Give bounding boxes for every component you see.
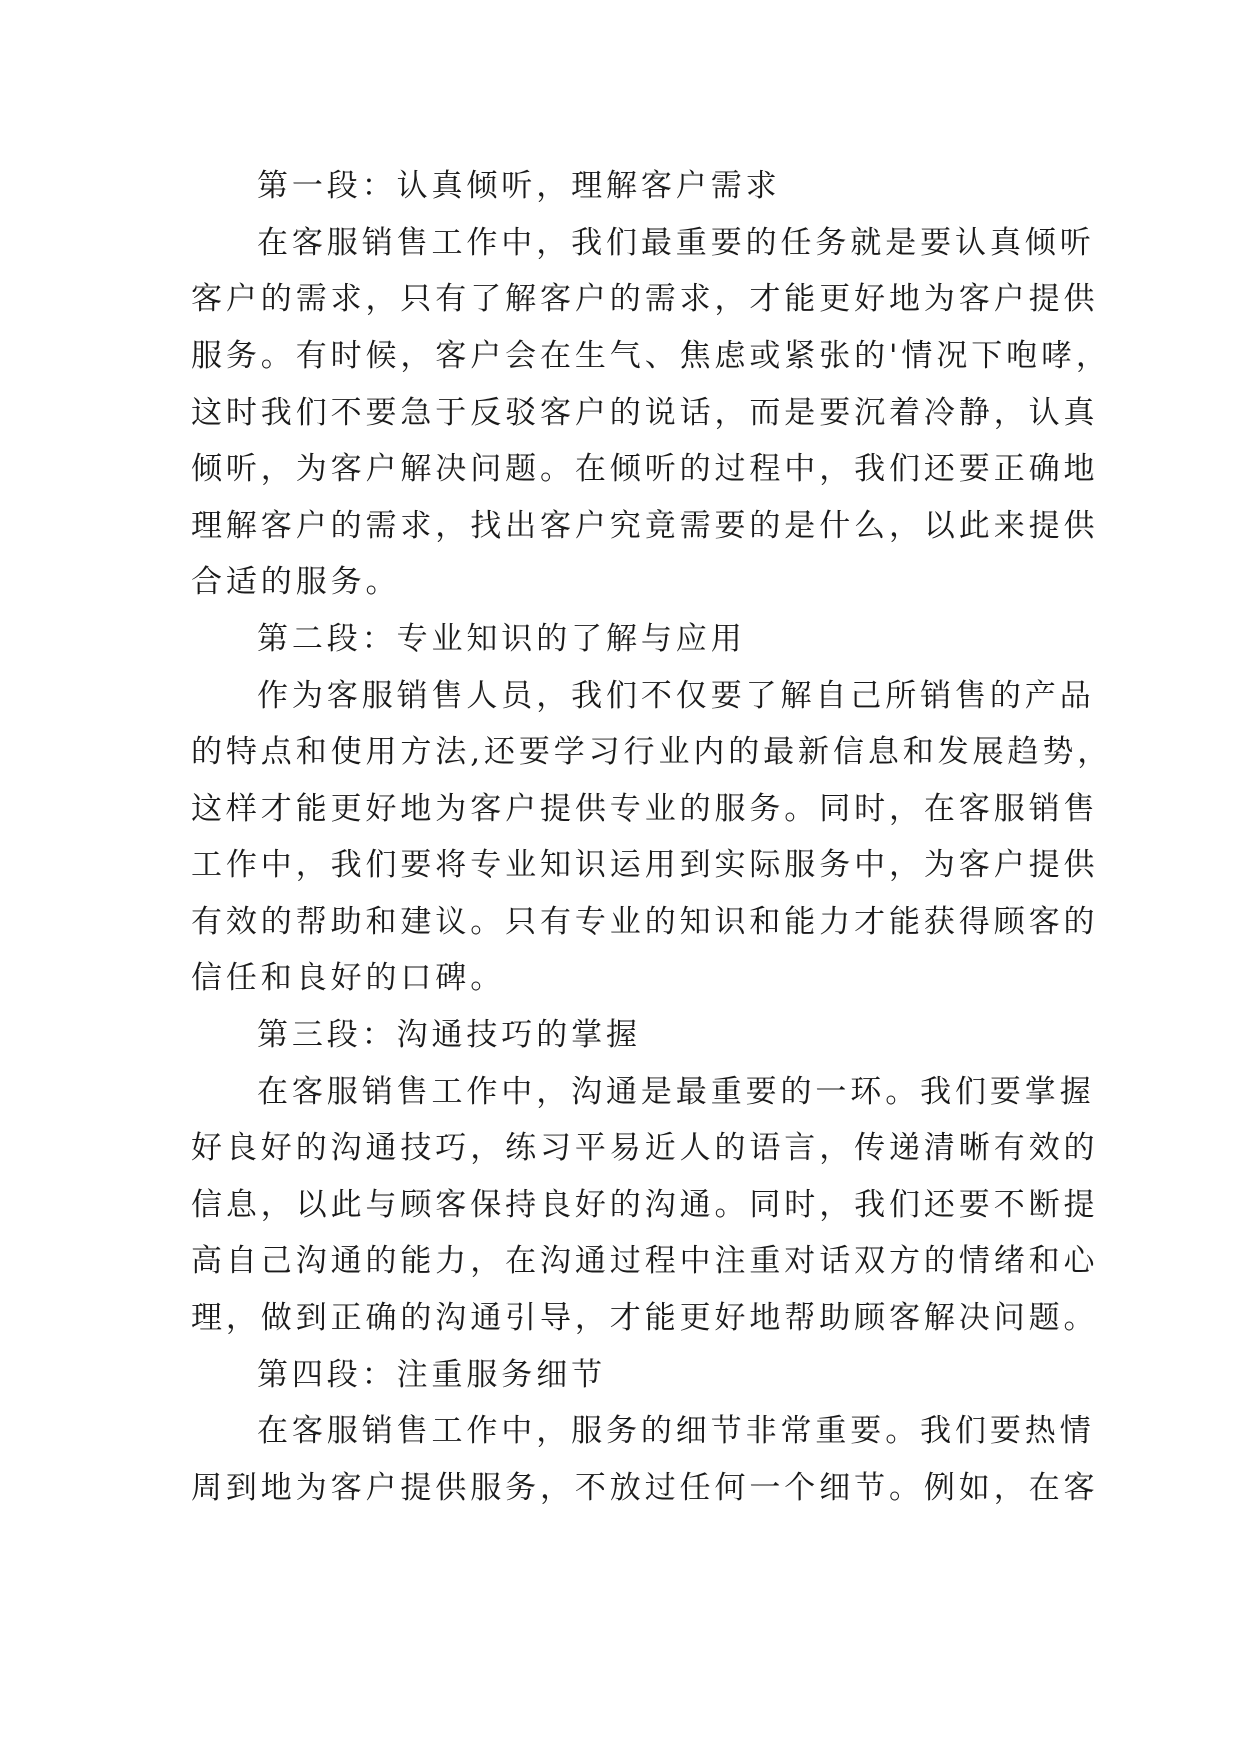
line-text: 第三段：沟通技巧的掌握: [257, 1017, 641, 1053]
paragraph-line: [0, 336, 1241, 376]
paragraph-line: [0, 562, 1241, 602]
line-text: 倾听，为客户解决问题。在倾听的过程中，我们还要正确地: [191, 451, 1099, 487]
section-heading: [0, 1015, 1241, 1055]
line-text: 第二段：专业知识的了解与应用: [257, 621, 746, 657]
line-text: 在客服销售工作中，我们最重要的任务就是要认真倾听: [257, 225, 1095, 261]
line-text: 工作中，我们要将专业知识运用到实际服务中，为客户提供: [191, 847, 1099, 883]
line-text: 第四段：注重服务细节: [257, 1357, 606, 1393]
paragraph-line: [0, 1298, 1241, 1338]
paragraph-line: [0, 1241, 1241, 1281]
line-text: 信任和良好的口碑。: [191, 960, 506, 996]
paragraph-line: [0, 1468, 1241, 1508]
line-text: 作为客服销售人员，我们不仅要了解自己所销售的产品: [257, 678, 1095, 714]
line-text: 的特点和使用方法,还要学习行业内的最新信息和发展趋势，: [191, 734, 1113, 770]
line-text: 客户的需求，只有了解客户的需求，才能更好地为客户提供: [191, 281, 1099, 317]
section-heading: [0, 619, 1241, 659]
paragraph-line: [0, 1072, 1241, 1112]
line-text: 理，做到正确的沟通引导，才能更好地帮助顾客解决问题。: [191, 1300, 1099, 1336]
section-heading: [0, 1355, 1241, 1395]
line-text: 这样才能更好地为客户提供专业的服务。同时，在客服销售: [191, 791, 1099, 827]
line-text: 在客服销售工作中，沟通是最重要的一环。我们要掌握: [257, 1074, 1095, 1110]
paragraph-line: [0, 676, 1241, 716]
line-text: 周到地为客户提供服务，不放过任何一个细节。例如，在客: [191, 1470, 1099, 1506]
line-text: 第一段：认真倾听，理解客户需求: [257, 168, 781, 204]
line-text: 理解客户的需求，找出客户究竟需要的是什么，以此来提供: [191, 508, 1099, 544]
line-text: 高自己沟通的能力，在沟通过程中注重对话双方的情绪和心: [191, 1243, 1099, 1279]
line-text: 有效的帮助和建议。只有专业的知识和能力才能获得顾客的: [191, 904, 1099, 940]
paragraph-line: [0, 393, 1241, 433]
line-text: 服务。有时候，客户会在生气、焦虑或紧张的'情况下咆哮，: [191, 338, 1111, 374]
paragraph-line: [0, 506, 1241, 546]
paragraph-line: [0, 1128, 1241, 1168]
paragraph-line: [0, 449, 1241, 489]
paragraph-line: [0, 732, 1241, 772]
section-heading: [0, 166, 1241, 206]
paragraph-line: [0, 1411, 1241, 1451]
line-text: 在客服销售工作中，服务的细节非常重要。我们要热情: [257, 1413, 1095, 1449]
line-text: 合适的服务。: [191, 564, 401, 600]
line-text: 信息，以此与顾客保持良好的沟通。同时，我们还要不断提: [191, 1187, 1099, 1223]
paragraph-line: [0, 1185, 1241, 1225]
paragraph-line: [0, 223, 1241, 263]
paragraph-line: [0, 902, 1241, 942]
paragraph-line: [0, 845, 1241, 885]
paragraph-line: [0, 789, 1241, 829]
line-text: 好良好的沟通技巧，练习平易近人的语言，传递清晰有效的: [191, 1130, 1099, 1166]
paragraph-line: [0, 279, 1241, 319]
line-text: 这时我们不要急于反驳客户的说话，而是要沉着冷静，认真: [191, 395, 1099, 431]
paragraph-line: [0, 958, 1241, 998]
